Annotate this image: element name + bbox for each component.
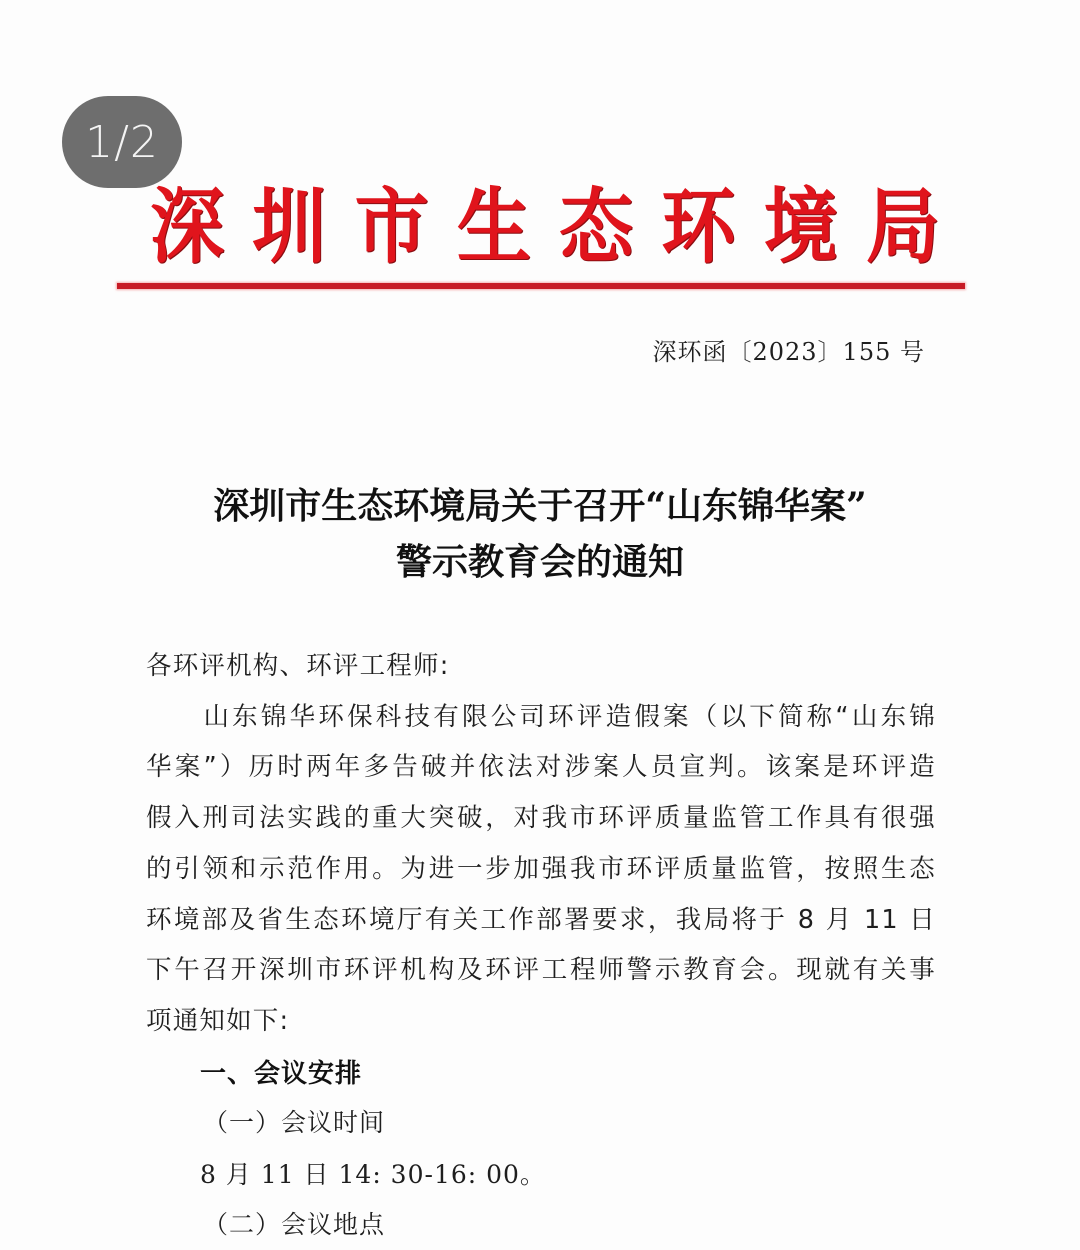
title-line-1: 深圳市生态环境局关于召开“山东锦华案”: [213, 485, 867, 527]
document-number: 深环函〔2023〕155 号: [652, 338, 925, 366]
meeting-time-value: 8 月 11 日 14: 30-16: 00。: [200, 1160, 546, 1189]
subsection-label-meeting-location: （二）会议地点: [203, 1210, 386, 1239]
letterhead-char: 局: [865, 179, 940, 275]
paragraph-line: 项通知如下:: [146, 1006, 290, 1036]
title-line-2: 警示教育会的通知: [395, 541, 684, 583]
letterhead-char: 环: [661, 179, 736, 275]
letterhead-divider: [117, 283, 965, 289]
letterhead-char: 市: [354, 179, 429, 275]
paragraph-line: 的引领和示范作用。为进一步加强我市环评质量监管，按照生态: [146, 854, 936, 884]
letterhead-char: 境: [763, 179, 838, 275]
paragraph-line: 下午召开深圳市环评机构及环评工程师警示教育会。现就有关事: [146, 955, 936, 985]
page-indicator-badge: 1/2: [62, 96, 182, 188]
subsection-label-meeting-time: （一）会议时间: [203, 1108, 386, 1137]
letterhead-char: 态: [559, 179, 634, 275]
paragraph-line: 华案”）历时两年多告破并依法对涉案人员宣判。该案是环评造: [146, 752, 936, 782]
letterhead-char: 圳: [252, 179, 327, 275]
section-heading: 一、会议安排: [200, 1059, 363, 1089]
paragraph-line: 山东锦华环保科技有限公司环评造假案（以下简称“山东锦: [146, 702, 936, 732]
salutation: 各环评机构、环评工程师:: [146, 651, 450, 681]
agency-letterhead: [150, 179, 940, 275]
letterhead-char: 生: [456, 179, 531, 275]
paragraph-line: 环境部及省生态环境厅有关工作部署要求，我局将于 8 月 11 日: [146, 905, 936, 935]
document-title: [0, 478, 1080, 590]
letterhead-char: 深: [150, 179, 224, 275]
paragraph-line: 假入刑司法实践的重大突破，对我市环评质量监管工作具有很强: [146, 803, 936, 833]
